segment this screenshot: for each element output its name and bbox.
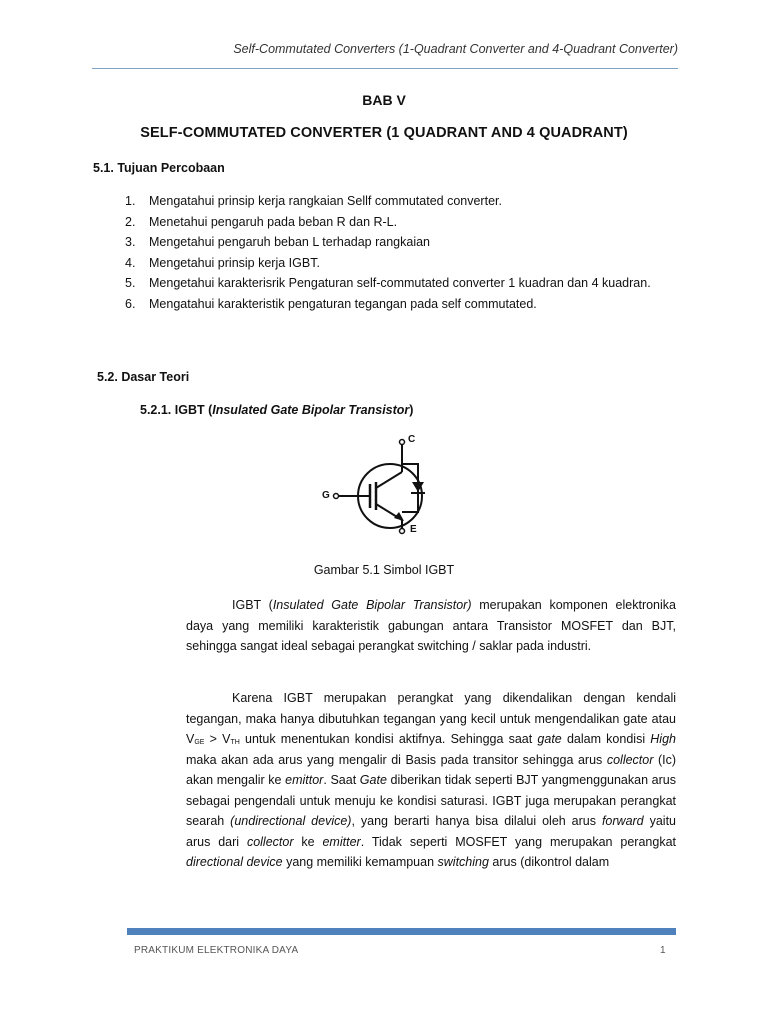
footer-divider [127, 928, 676, 935]
header-divider [92, 68, 678, 69]
subsection-heading-suffix: ) [409, 403, 414, 417]
list-item [125, 253, 680, 274]
subsection-heading-prefix: 5.2.1. IGBT ( [140, 403, 213, 417]
section-heading-dasar-teori: 5.2. Dasar Teori [97, 370, 190, 384]
footer-title: PRAKTIKUM ELEKTRONIKA DAYA [134, 945, 299, 956]
objectives-list [125, 191, 680, 314]
emitter-label: E [410, 524, 417, 535]
list-item-text: Mengatahui karakteristik pengaturan tegangan pada self commutated. [149, 296, 537, 311]
list-item-number: 6. [125, 296, 136, 311]
chapter-title: SELF-COMMUTATED CONVERTER (1 QUADRANT AND 4 QUADRANT) [140, 125, 628, 141]
list-item-number: 3. [125, 235, 136, 249]
figure-caption: Gambar 5.1 Simbol IGBT [313, 563, 455, 577]
section-heading-tujuan: 5.1. Tujuan Percobaan [93, 161, 225, 175]
list-item [125, 212, 680, 233]
subsection-heading-igbt [140, 403, 413, 417]
list-item-text: Mengetahui prinsip kerja IGBT. [149, 255, 320, 270]
list-item-text: Mengetahui pengaruh beban L terhadap rangkaian [149, 235, 431, 249]
paragraph-igbt-operation: Karena IGBT merupakan perangkat yang dikendalikan dengan kendali tegangan, maka hanya dibutuhkan tegangan yang kecil untuk mengendalikan gate atau $V_{GE} > V_{TH}$ untuk menentukan kondisi aktifnya. Sehingga saat gate dalam kondisi High maka akan ada arus yang mengalir di Basis pada transitor sehingga arus collector (Ic) akan mengalir ke emittor. Saat Gate diberikan tidak seperti BJT yangmenggunakan arus sebagai pengendali untuk menuju ke kondisi saturasi. IGBT juga merupakan perangkat searah (undirectional device), yang berarti hanya bisa dilalui oleh arus forward yaitu arus dari collector ke emitter. Tidak seperti MOSFET yang merupakan perangkat directional device yang memiliki kemampuan switching arus (dikontrol dalam [186, 691, 676, 869]
list-item [125, 232, 680, 253]
gate-label: G [322, 490, 330, 501]
list-item [125, 294, 680, 315]
page-number: 1 [660, 945, 666, 956]
list-item-text: Menetahui pengaruh pada beban R dan R-L. [149, 214, 398, 229]
list-item-text: Mengetahui karakterisrik Pengaturan self-commutated converter 1 kuadran dan 4 kuadran. [149, 276, 651, 290]
paragraph-igbt-intro: IGBT (Insulated Gate Bipolar Transistor) merupakan komponen elektronika daya yang memiliki karakteristik gabungan antara Transistor MOSFET dan BJT, sehingga sangat ideal sebagai perangkat switching / saklar pada industri. [186, 598, 676, 653]
list-item-number: 1. [125, 194, 136, 208]
list-item-number: 5. [125, 276, 136, 290]
running-header: Self-Commutated Converters (1-Quadrant Converter and 4-Quadrant Converter) [233, 42, 678, 56]
list-item-number: 4. [125, 255, 136, 270]
igbt-symbol-icon [318, 432, 438, 544]
subsection-heading-italic: Insulated Gate Bipolar Transistor [212, 403, 410, 417]
igbt-figure [318, 432, 438, 544]
chapter-label: BAB V [362, 92, 406, 108]
list-item [125, 273, 680, 294]
collector-label: C [408, 434, 416, 445]
list-item-text: Mengatahui prinsip kerja rangkaian Sellf commutated converter. [149, 194, 502, 208]
list-item-number: 2. [125, 214, 136, 229]
list-item [125, 191, 680, 212]
